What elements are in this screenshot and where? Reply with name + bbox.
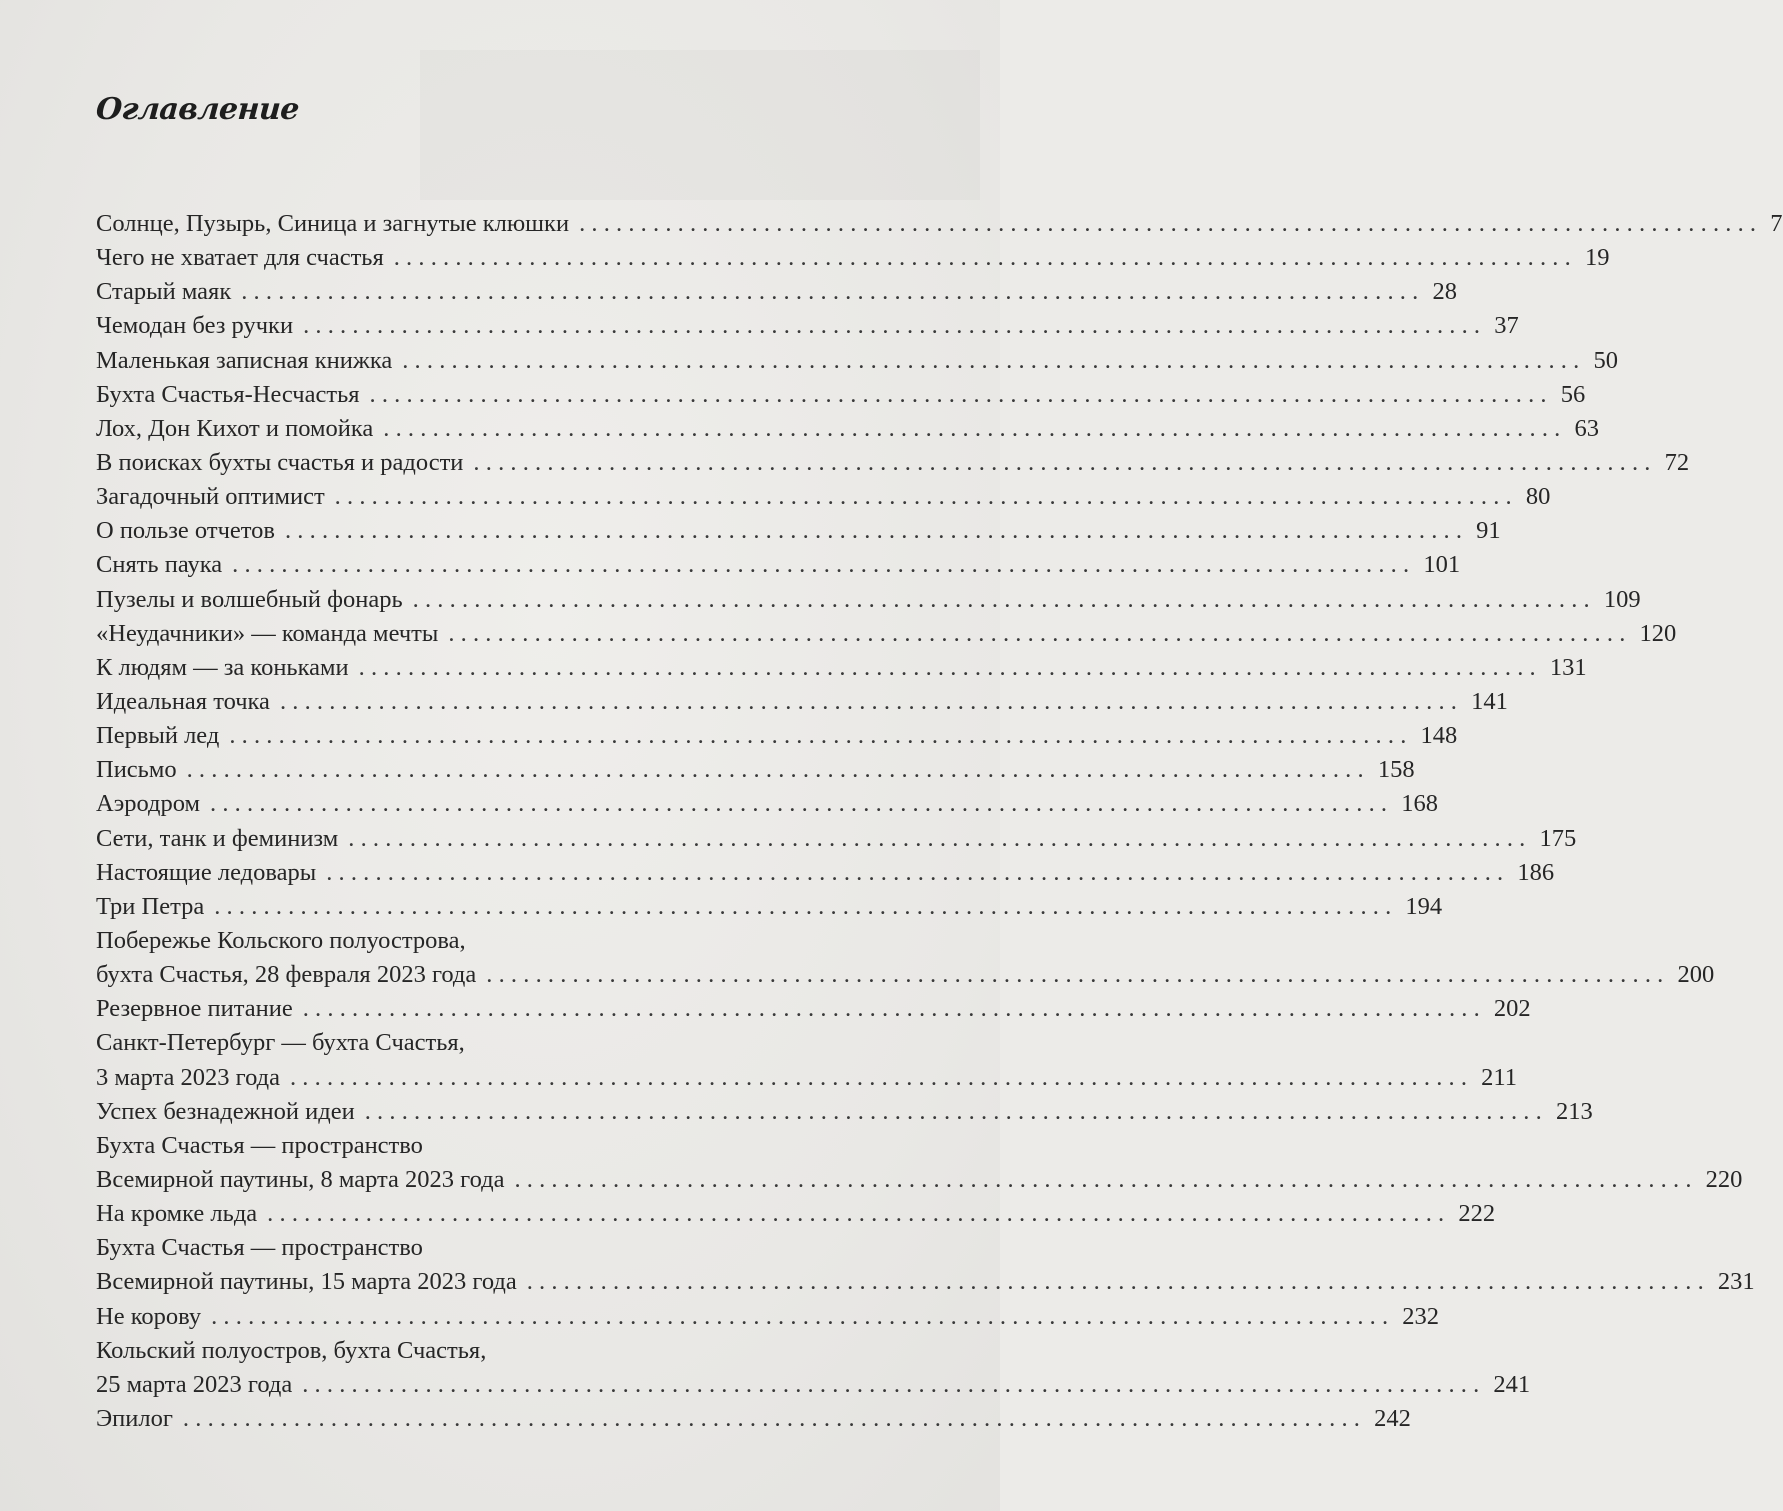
toc-entry bbox=[96, 856, 1555, 890]
dot-leader: ................................................................................................ bbox=[473, 448, 1657, 476]
toc-page-number: 241 bbox=[1493, 1370, 1531, 1398]
toc-page-number: 63 bbox=[1574, 414, 1599, 442]
toc-line bbox=[96, 1061, 1518, 1095]
toc-entry-title: Эпилог bbox=[96, 1404, 173, 1432]
toc-page-number: 56 bbox=[1560, 380, 1586, 408]
toc-entry bbox=[96, 992, 1531, 1026]
toc-page-number: 50 bbox=[1593, 346, 1618, 374]
toc-page-number: 186 bbox=[1517, 858, 1555, 886]
toc-entry-title: Идеальная точка bbox=[96, 687, 270, 715]
toc-line bbox=[96, 617, 1677, 651]
toc-page-number: 232 bbox=[1402, 1302, 1440, 1330]
toc-entry bbox=[96, 275, 1457, 309]
dot-leader: ................................................................................................ bbox=[211, 1302, 1395, 1330]
toc-entry bbox=[96, 787, 1438, 821]
toc-entry-title: Лох, Дон Кихот и помойка bbox=[96, 414, 374, 442]
toc-entry-title: Три Петра bbox=[96, 892, 205, 920]
bleed-through-shadow bbox=[420, 50, 980, 200]
dot-leader: ................................................................................................ bbox=[214, 892, 1398, 920]
toc-line bbox=[96, 685, 1508, 719]
dot-leader: ................................................................................................ bbox=[358, 653, 1542, 681]
toc-page-number: 158 bbox=[1377, 756, 1415, 784]
toc-page-number: 80 bbox=[1525, 483, 1551, 511]
toc-entry bbox=[96, 719, 1458, 753]
toc-entry-title: Чемодан без ручки bbox=[96, 312, 294, 340]
toc-entry-title: Пузелы и волшебный фонарь bbox=[96, 585, 403, 613]
toc-page-number: 213 bbox=[1555, 1097, 1593, 1125]
toc-page-number: 72 bbox=[1664, 448, 1690, 476]
toc-entry-title: Солнце, Пузырь, Синица и загнутые клюшки bbox=[96, 210, 570, 237]
toc-entry bbox=[96, 924, 1715, 992]
toc-line bbox=[96, 822, 1577, 856]
toc-entry bbox=[96, 207, 1783, 241]
toc-page-number: 231 bbox=[1717, 1268, 1755, 1296]
dot-leader: ................................................................................................ bbox=[514, 1165, 1698, 1193]
toc-entry bbox=[96, 1402, 1411, 1436]
dot-leader: ................................................................................................ bbox=[326, 858, 1510, 886]
toc-page-number: 168 bbox=[1401, 790, 1438, 818]
toc-entry-title: Загадочный оптимист bbox=[96, 483, 325, 511]
toc-entry bbox=[96, 1197, 1496, 1231]
dot-leader: ................................................................................................ bbox=[486, 961, 1670, 989]
toc-entry bbox=[96, 685, 1508, 719]
toc-line bbox=[96, 1197, 1496, 1231]
toc-page-number: 211 bbox=[1481, 1063, 1518, 1091]
toc-page-number: 200 bbox=[1677, 961, 1715, 989]
dot-leader: ................................................................................................ bbox=[303, 312, 1487, 340]
toc-page-number: 19 bbox=[1584, 244, 1610, 272]
table-of-contents bbox=[96, 207, 1783, 1436]
toc-line bbox=[96, 241, 1610, 275]
toc-line bbox=[96, 753, 1415, 787]
dot-leader: ................................................................................................ bbox=[402, 346, 1586, 374]
toc-page-number: 120 bbox=[1639, 619, 1677, 647]
toc-entry-title: Сети, танк и феминизм bbox=[96, 824, 339, 852]
toc-entry bbox=[96, 309, 1519, 343]
dot-leader: ................................................................................................ bbox=[289, 1063, 1474, 1091]
toc-line bbox=[96, 1129, 830, 1163]
toc-entry-title: Маленькая записная книжка bbox=[96, 346, 393, 374]
toc-entry-title: Не корову bbox=[96, 1302, 202, 1330]
toc-entry-title: Письмо bbox=[96, 756, 177, 784]
toc-entry-title: Снять паука bbox=[96, 551, 223, 579]
dot-leader: ................................................................................................ bbox=[579, 210, 1763, 237]
toc-line bbox=[96, 651, 1587, 685]
dot-leader: ................................................................................................ bbox=[267, 1200, 1451, 1228]
toc-entry bbox=[96, 651, 1587, 685]
dot-leader: ................................................................................................ bbox=[210, 790, 1394, 818]
toc-line bbox=[96, 1402, 1411, 1436]
toc-entry-title: Всемирной паутины, 8 марта 2023 года bbox=[96, 1165, 505, 1193]
toc-entry-title: 3 марта 2023 года bbox=[96, 1063, 280, 1091]
toc-page-number: 109 bbox=[1603, 585, 1641, 613]
dot-leader: ................................................................................................ bbox=[364, 1097, 1548, 1125]
toc-line bbox=[96, 1163, 1743, 1197]
toc-page-number: 222 bbox=[1458, 1200, 1496, 1228]
toc-entry-title: Всемирной паутины, 15 марта 2023 года bbox=[96, 1268, 517, 1296]
dot-leader: ................................................................................................ bbox=[302, 995, 1486, 1023]
toc-line bbox=[96, 719, 1458, 753]
toc-entry-title: В поисках бухты счастья и радости bbox=[96, 448, 464, 476]
toc-line bbox=[96, 856, 1555, 890]
toc-entry-title: О пользе отчетов bbox=[96, 517, 275, 545]
dot-leader: ................................................................................................ bbox=[412, 585, 1596, 613]
toc-line bbox=[96, 958, 1715, 992]
toc-entry bbox=[96, 1129, 1743, 1197]
toc-entry-title: Побережье Кольского полуострова, bbox=[96, 926, 466, 954]
dot-leader: ................................................................................................ bbox=[348, 824, 1532, 852]
toc-line bbox=[96, 446, 1690, 480]
dot-leader: ................................................................................................ bbox=[241, 278, 1425, 306]
toc-entry bbox=[96, 1026, 1518, 1094]
toc-entry bbox=[96, 480, 1551, 514]
toc-entry bbox=[96, 446, 1690, 480]
dot-leader: ................................................................................................ bbox=[526, 1268, 1710, 1296]
toc-entry bbox=[96, 1231, 1755, 1299]
toc-line bbox=[96, 1368, 1531, 1402]
toc-line bbox=[96, 1026, 830, 1060]
toc-entry bbox=[96, 617, 1677, 651]
toc-line bbox=[96, 344, 1618, 378]
page-title: Оглавление bbox=[94, 92, 301, 127]
toc-line bbox=[96, 583, 1641, 617]
toc-line bbox=[96, 787, 1438, 821]
dot-leader: ................................................................................................ bbox=[284, 517, 1469, 545]
toc-page-number: 148 bbox=[1420, 722, 1458, 750]
toc-line bbox=[96, 378, 1586, 412]
toc-line bbox=[96, 1300, 1440, 1334]
dot-leader: ................................................................................................ bbox=[334, 483, 1518, 511]
toc-entry bbox=[96, 890, 1443, 924]
toc-line bbox=[96, 890, 1443, 924]
toc-entry bbox=[96, 1334, 1531, 1402]
toc-page-number: 202 bbox=[1493, 995, 1531, 1023]
dot-leader: ................................................................................................ bbox=[279, 687, 1464, 715]
toc-line bbox=[96, 924, 830, 958]
toc-entry-title: Резервное питание bbox=[96, 995, 293, 1023]
toc-entry-title: Первый лед bbox=[96, 722, 220, 750]
toc-line bbox=[96, 992, 1531, 1026]
toc-entry bbox=[96, 1300, 1440, 1334]
toc-page-number: 28 bbox=[1432, 278, 1457, 306]
toc-entry-title: Чего не хватает для счастья bbox=[96, 244, 384, 272]
toc-line bbox=[96, 514, 1501, 548]
toc-entry-title: 25 марта 2023 года bbox=[96, 1370, 293, 1398]
toc-entry-title: Бухта Счастья-Несчастья bbox=[96, 380, 360, 408]
toc-entry-title: Успех безнадежной идеи bbox=[96, 1097, 355, 1125]
toc-page-number: 131 bbox=[1549, 653, 1587, 681]
toc-entry-title: «Неудачники» — команда мечты bbox=[96, 619, 439, 647]
toc-entry-title: На кромке льда bbox=[96, 1200, 258, 1228]
toc-line bbox=[96, 1095, 1593, 1129]
toc-entry bbox=[96, 514, 1501, 548]
toc-entry-title: Аэродром bbox=[96, 790, 201, 818]
toc-page-number: 194 bbox=[1405, 892, 1443, 920]
toc-page-number: 175 bbox=[1539, 824, 1577, 852]
toc-page-number: 7 bbox=[1770, 210, 1783, 237]
toc-entry-title: К людям — за коньками bbox=[96, 653, 349, 681]
toc-page-number: 37 bbox=[1494, 312, 1519, 340]
toc-line bbox=[96, 1334, 830, 1368]
dot-leader: ................................................................................................ bbox=[393, 244, 1577, 272]
toc-entry bbox=[96, 1095, 1593, 1129]
toc-entry bbox=[96, 753, 1415, 787]
toc-entry-title: Санкт-Петербург — бухта Счастья, bbox=[96, 1029, 465, 1057]
toc-entry bbox=[96, 583, 1641, 617]
toc-entry-title: бухта Счастья, 28 февраля 2023 года bbox=[96, 961, 477, 989]
toc-page-number: 91 bbox=[1476, 517, 1501, 545]
toc-entry-title: Старый маяк bbox=[96, 278, 232, 306]
toc-entry bbox=[96, 344, 1618, 378]
toc-line bbox=[96, 480, 1551, 514]
dot-leader: ................................................................................................ bbox=[448, 619, 1632, 647]
toc-entry bbox=[96, 378, 1586, 412]
dot-leader: ................................................................................................ bbox=[232, 551, 1416, 579]
toc-line bbox=[96, 1231, 830, 1265]
toc-entry-title: Настоящие ледовары bbox=[96, 858, 317, 886]
toc-page-number: 101 bbox=[1423, 551, 1461, 579]
toc-line bbox=[96, 548, 1461, 582]
toc-line bbox=[96, 275, 1457, 309]
dot-leader: ................................................................................................ bbox=[369, 380, 1553, 408]
dot-leader: ................................................................................................ bbox=[302, 1370, 1486, 1398]
toc-page-number: 220 bbox=[1705, 1165, 1743, 1193]
dot-leader: ................................................................................................ bbox=[186, 756, 1370, 784]
toc-line bbox=[96, 207, 1783, 241]
toc-entry-title: Бухта Счастья — пространство bbox=[96, 1131, 423, 1159]
toc-entry bbox=[96, 241, 1610, 275]
toc-line bbox=[96, 412, 1599, 446]
toc-line bbox=[96, 1265, 1755, 1299]
toc-line bbox=[96, 309, 1519, 343]
dot-leader: ................................................................................................ bbox=[229, 722, 1413, 750]
toc-entry-title: Бухта Счастья — пространство bbox=[96, 1234, 423, 1262]
dot-leader: ................................................................................................ bbox=[182, 1404, 1367, 1432]
toc-entry bbox=[96, 412, 1599, 446]
toc-page-number: 242 bbox=[1374, 1404, 1411, 1432]
toc-page-number: 141 bbox=[1471, 687, 1508, 715]
toc-entry bbox=[96, 548, 1461, 582]
toc-entry-title: Кольский полуостров, бухта Счастья, bbox=[96, 1336, 487, 1364]
toc-entry bbox=[96, 822, 1577, 856]
dot-leader: ................................................................................................ bbox=[383, 414, 1567, 442]
